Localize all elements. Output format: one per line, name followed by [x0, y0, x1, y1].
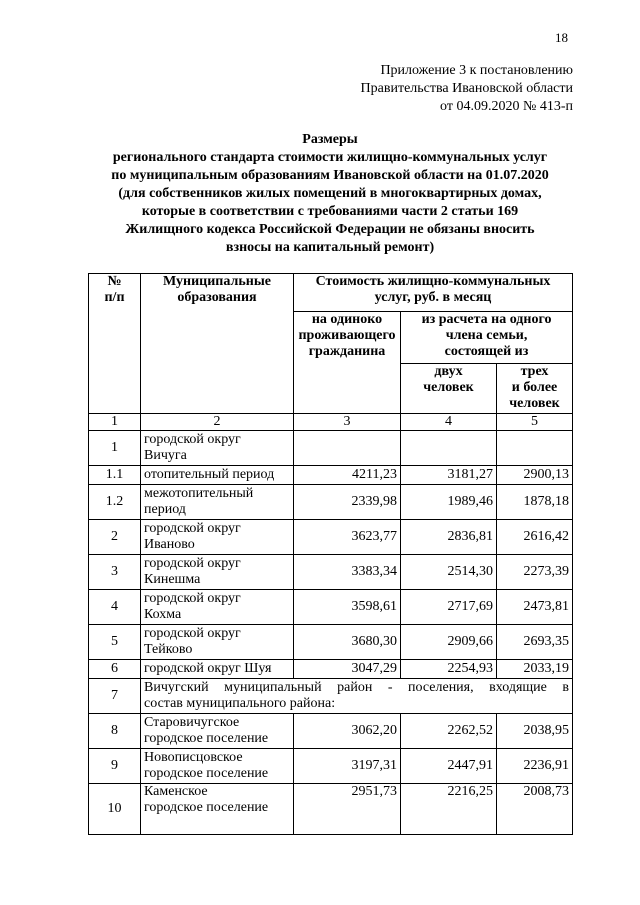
cell-two: 1989,46 [401, 485, 497, 520]
table-row [89, 679, 573, 714]
column-number: 3 [294, 414, 401, 431]
column-number: 2 [141, 414, 294, 431]
header-cost: Стоимость жилищно-коммунальных услуг, руб. в месяц [294, 274, 573, 312]
cell-two: 2447,91 [401, 749, 497, 784]
cell-single: 3383,34 [294, 555, 401, 590]
row-num: 1 [89, 431, 141, 466]
title-line: регионального стандарта стоимости жилищно-коммунальных услуг [112, 150, 548, 165]
cell-three: 2900,13 [497, 466, 573, 485]
title-line: (для собственников жилых помещений в многоквартирных домах, [118, 186, 542, 201]
row-name: городской округ Кохма [141, 590, 294, 625]
table-row [89, 714, 573, 749]
row-name: городской округ Тейково [141, 625, 294, 660]
row-num: 8 [89, 714, 141, 749]
cell-single: 4211,23 [294, 466, 401, 485]
cell-single [294, 431, 401, 466]
table-row [89, 466, 573, 485]
table-row [89, 749, 573, 784]
cell-three [497, 431, 573, 466]
column-number-row [89, 414, 573, 431]
row-name: межотопительный период [141, 485, 294, 520]
document-title [80, 131, 580, 257]
table-row [89, 555, 573, 590]
column-number: 1 [89, 414, 141, 431]
row-num: 6 [89, 660, 141, 679]
table-row [89, 485, 573, 520]
cell-single: 3623,77 [294, 520, 401, 555]
column-number: 4 [401, 414, 497, 431]
header-single-citizen: на одиноко проживающего гражданина [294, 312, 401, 414]
cell-two: 3181,27 [401, 466, 497, 485]
cell-three: 2033,19 [497, 660, 573, 679]
cell-three: 2693,35 [497, 625, 573, 660]
table-row [89, 784, 573, 835]
cell-three: 2008,73 [497, 784, 573, 835]
cell-three: 2038,95 [497, 714, 573, 749]
row-name: городской округ Иваново [141, 520, 294, 555]
cell-two: 2514,30 [401, 555, 497, 590]
row-num: 10 [89, 784, 141, 835]
cell-three: 2616,42 [497, 520, 573, 555]
title-line: взносы на капитальный ремонт) [225, 240, 435, 255]
title-line: Жилищного кодекса Российской Федерации не обязаны вносить [125, 222, 535, 237]
row-num: 1.2 [89, 485, 141, 520]
appendix-line: от 04.09.2020 № 413-п [440, 99, 573, 114]
row-name: отопительный период [141, 466, 294, 485]
cell-two: 2216,25 [401, 784, 497, 835]
cell-two: 2836,81 [401, 520, 497, 555]
cell-single: 3047,29 [294, 660, 401, 679]
cell-single: 3598,61 [294, 590, 401, 625]
cell-three: 2236,91 [497, 749, 573, 784]
header-num: № п/п [89, 274, 141, 414]
cell-three: 2473,81 [497, 590, 573, 625]
cell-single: 3062,20 [294, 714, 401, 749]
row-name: городской округ Шуя [141, 660, 294, 679]
header-municipality: Муниципальные образования [141, 274, 294, 414]
appendix-line: Приложение 3 к постановлению [380, 63, 573, 78]
header-three-persons: трех и более человек [497, 364, 573, 414]
appendix-line: Правительства Ивановской области [360, 81, 573, 96]
table-row [89, 625, 573, 660]
cell-two: 2909,66 [401, 625, 497, 660]
table-row [89, 431, 573, 466]
cell-two [401, 431, 497, 466]
cell-single: 3197,31 [294, 749, 401, 784]
appendix-note [361, 62, 573, 116]
row-name: Каменское городское поселение [141, 784, 294, 835]
row-num: 4 [89, 590, 141, 625]
table-row [89, 590, 573, 625]
row-name: Старовичугское городское поселение [141, 714, 294, 749]
column-number: 5 [497, 414, 573, 431]
page-number: 18 [555, 30, 568, 45]
header-two-persons: двух человек [401, 364, 497, 414]
row-name: городской округ Вичуга [141, 431, 294, 466]
row-num: 5 [89, 625, 141, 660]
housing-cost-table [88, 273, 573, 835]
cell-single: 2951,73 [294, 784, 401, 835]
cell-single: 3680,30 [294, 625, 401, 660]
table-row [89, 660, 573, 679]
row-num: 7 [89, 679, 141, 714]
header-per-family-member: из расчета на одного члена семьи, состоящей из [401, 312, 573, 364]
cell-three: 2273,39 [497, 555, 573, 590]
cell-two: 2254,93 [401, 660, 497, 679]
cell-two: 2717,69 [401, 590, 497, 625]
row-name: городской округ Кинешма [141, 555, 294, 590]
title-line: по муниципальным образованиям Ивановской области на 01.07.2020 [111, 168, 549, 183]
title-line: которые в соответствии с требованиями части 2 статьи 169 [141, 204, 519, 219]
cell-single: 2339,98 [294, 485, 401, 520]
title-line: Размеры [302, 132, 358, 147]
row-num: 2 [89, 520, 141, 555]
cell-three: 1878,18 [497, 485, 573, 520]
row-num: 3 [89, 555, 141, 590]
row-num: 9 [89, 749, 141, 784]
cell-two: 2262,52 [401, 714, 497, 749]
row-span-text: Вичугский муниципальный район - поселения, входящие в состав муниципального района: [141, 679, 573, 714]
row-num: 1.1 [89, 466, 141, 485]
table-row [89, 520, 573, 555]
row-name: Новописцовское городское поселение [141, 749, 294, 784]
